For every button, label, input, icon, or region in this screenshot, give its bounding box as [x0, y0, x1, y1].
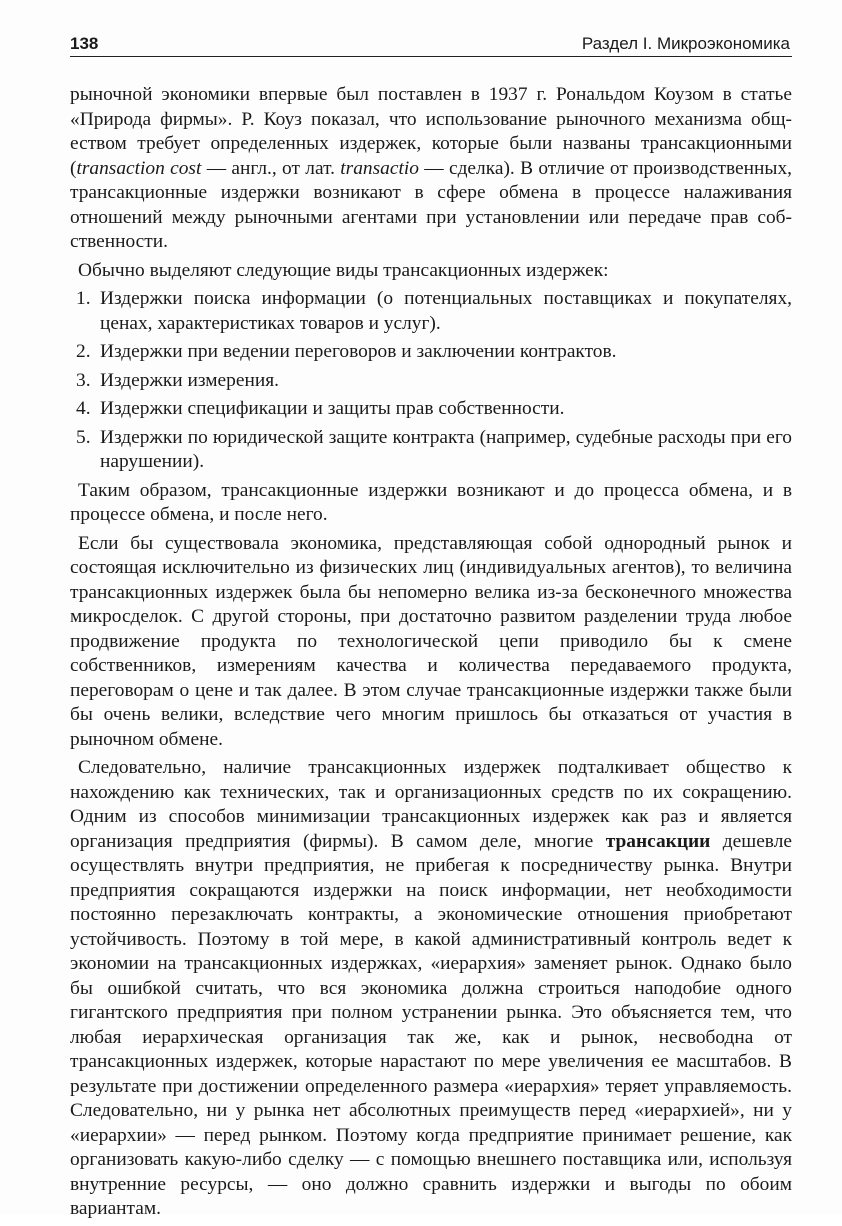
body-text	[70, 83, 792, 1226]
term-transactions-bold: трансакции	[605, 830, 711, 852]
page-number: 138	[70, 34, 99, 53]
cost-types-list	[70, 287, 792, 475]
list-item: 3. Издержки измерения.	[76, 369, 279, 391]
paragraph-2: Обычно выделяют следующие виды трансакционных издержек:	[78, 259, 609, 281]
paragraph-3: Таким образом, трансакционные издержки возникают и до процесса обмена, и в процессе обмена, и после него.	[70, 479, 792, 525]
paragraph-5: Следовательно, наличие трансакционных издержек подталкивает общество к нахождению как технических, так и организационных средств по их сокращению. Одним из способов минимизации трансакционных издержек как раз и является организация предприятия (фирмы). В самом деле, многие трансакции дешевле осуществлять внутри предприятия, не прибегая к посредничеству рынка. Внутри предприятия сокращаются издержки на поиск информации, нет необходимости постоянно перезаключать контракты, а экономические отношения приобретают устойчивость. Поэтому в той мере, в какой административный контроль ведет к экономии на трансакционных издержках, «иерархия» заменяет рынок. Однако было бы ошибкой считать, что вся экономика должна строиться наподобие одного гигантского предприятия при полном устранении рынка. Это объясняется тем, что любая иерархическая организация так же, как и рынок, несвободна от трансакционных издержек, которые нарастают по мере увеличения ее масштабов. В результате при достижении определенного размера «иерархия» теряет управляемость. Следовательно, ни у рынка нет абсолютных преимуществ перед «иерархией», ни у «иерархии» — перед рынком. Поэтому когда предприятие принимает решение, как организовать какую-либо сделку — с помощью внешнего поставщика или, используя внутренние ресурсы, — оно должно сравнить издержки и выгоды по обоим вариантам.	[70, 757, 792, 1219]
list-item: 2. Издержки при ведении переговоров и заключении контрактов.	[76, 341, 617, 362]
list-item: 5. Издержки по юридической защите контракта (например, судебные расходы при его нарушении).	[76, 426, 792, 472]
list-item: 4. Издержки спецификации и защиты прав собственности.	[76, 398, 565, 419]
running-header	[70, 32, 792, 57]
section-title: Раздел I. Микроэкономика	[581, 34, 790, 53]
list-item: 1. Издержки поиска информации (о потенциальных поставщиках и покупателях, ценах, характеристиках товаров и услуг).	[76, 288, 792, 334]
term-transaction-cost: transaction cost	[76, 157, 202, 179]
paragraph-1: рыночной экономики впервые был поставлен в 1937 г. Рональдом Коузом в статье «Природа фирмы». Р. Коуз показал, что использование рыночного механизма обществом требует определенных издержек, которые были названы трансакционными (transaction cost — англ., от лат. transactio — сделка). В отличие от производственных, трансакционные издержки возникают в сфере обмена в процессе налаживания отношений между рыночными агентами при установлении или передаче прав собственности.	[70, 84, 792, 252]
term-transactio: transactio	[340, 157, 419, 179]
paragraph-4: Если бы существовала экономика, представляющая собой однородный рынок и состоящая исключительно из физических лиц (индивидуальных агентов), то величина трансакционных издержек была бы непомерно велика из-за бесконечного множества микросделок. С другой стороны, при достаточно развитом разделении труда любое продвижение продукта по технологической цепи приводило бы к смене собственников, измерениям качества и количества передаваемого продукта, переговорам о цене и так далее. В этом случае трансакционные издержки также были бы очень велики, вследствие чего многим пришлось бы отказаться от участия в рыночном обмене.	[70, 532, 792, 750]
